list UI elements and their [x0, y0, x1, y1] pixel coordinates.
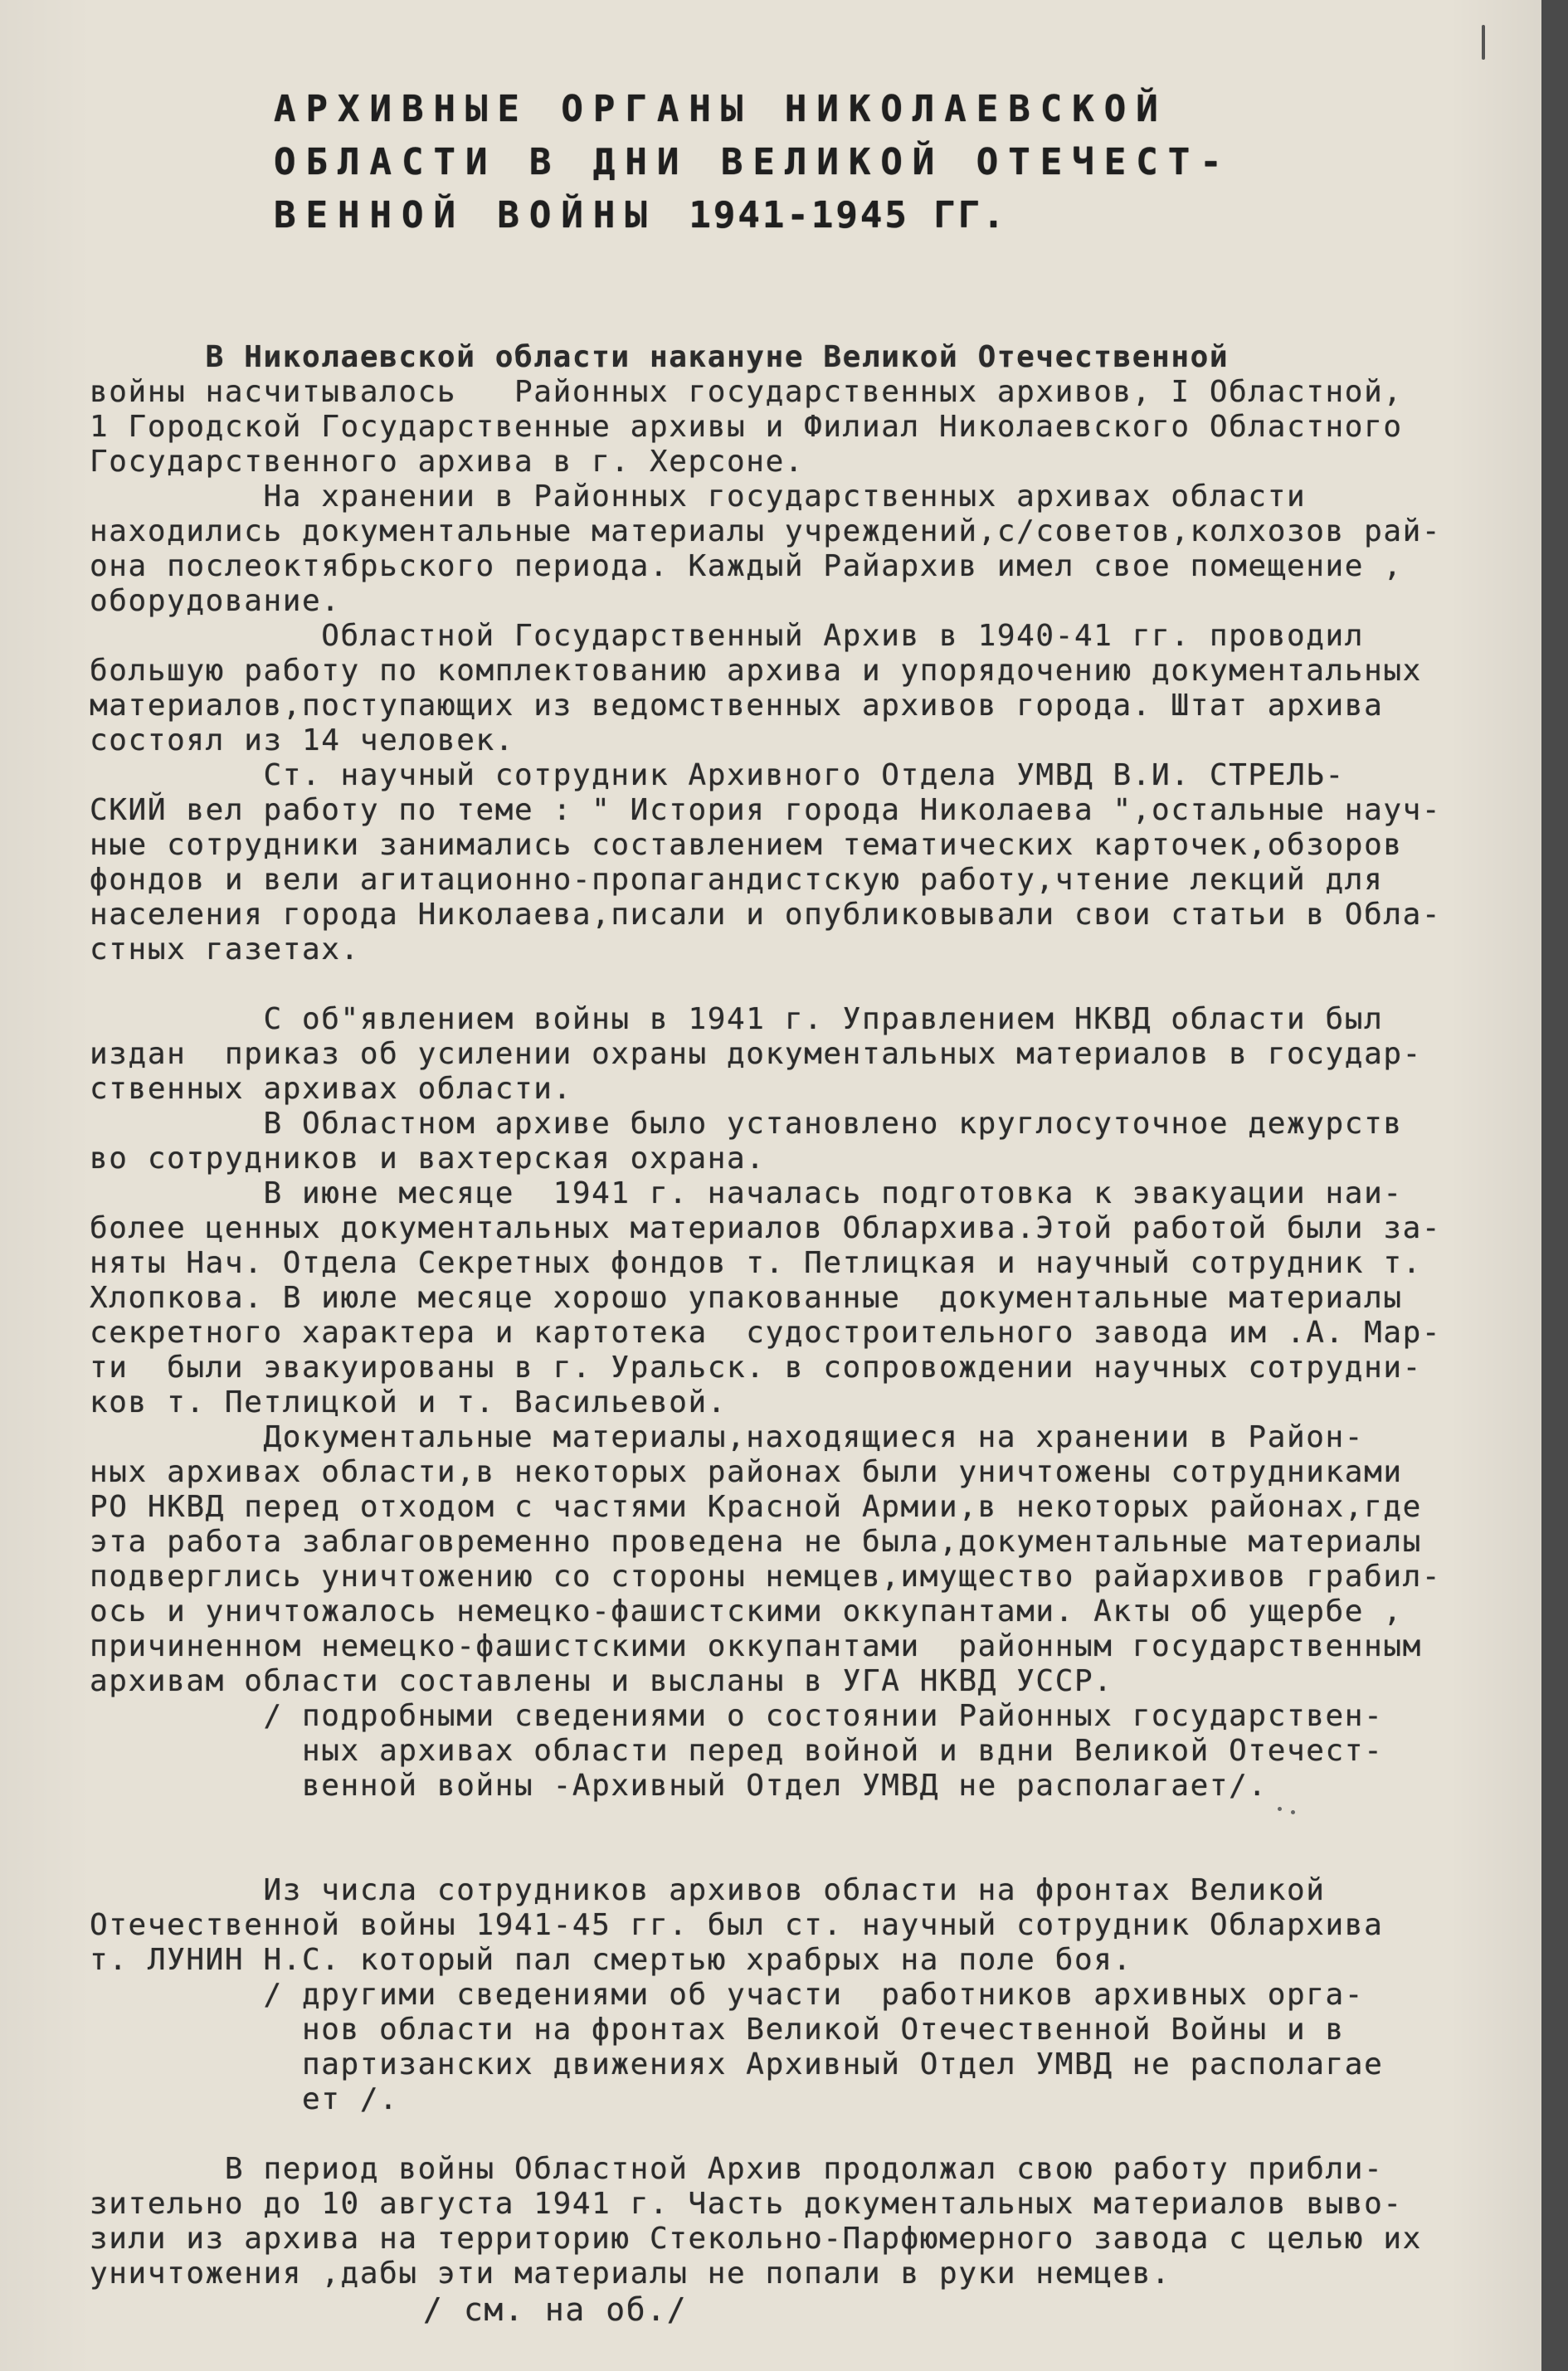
margin-mark — [1482, 25, 1485, 60]
paragraph-wartime — [90, 2152, 1533, 2291]
text-line: войны насчитывалось Районных государственных архивов, I Областной, — [90, 375, 1403, 409]
text-line: На хранении в Районных государственных архивах области — [90, 480, 1307, 514]
text-line: оборудование. — [90, 584, 341, 618]
text-line: уничтожения ,дабы эти материалы не попали в руки немцев. — [90, 2257, 1171, 2291]
document-body — [90, 340, 1533, 2291]
paragraph-storage — [90, 480, 1533, 619]
scan-edge — [1541, 0, 1568, 2371]
text-line: РО НКВД перед отходом с частями Красной Армии,в некоторых районах,где — [90, 1490, 1422, 1524]
title-line-1: АРХИВНЫЕ ОРГАНЫ НИКОЛАЕВСКОЙ — [274, 88, 1168, 130]
spacer — [90, 1804, 1533, 1873]
text-line: В период войны Областной Архив продолжал свою работу прибли- — [90, 2152, 1384, 2186]
text-line: Областной Государственный Архив в 1940-41 гг. проводил — [90, 619, 1365, 653]
document-title — [274, 83, 1452, 242]
text-line: материалов,поступающих из ведомственных архивов города. Штат архива — [90, 689, 1384, 723]
paragraph-regional-archive — [90, 619, 1533, 758]
text-line: В Николаевской области накануне Великой Отечественной — [90, 340, 1230, 374]
text-line: секретного характера и картотека судостроительного завода им .А. Мар- — [90, 1316, 1442, 1350]
text-line: ет /. — [90, 2082, 399, 2116]
text-line: ственных архивах области. — [90, 1072, 572, 1106]
text-line: издан приказ об усилении охраны документальных материалов в государ- — [90, 1037, 1422, 1071]
text-line: зительно до 10 августа 1941 г. Часть документальных материалов выво- — [90, 2187, 1403, 2221]
paragraph-note-1 — [90, 1699, 1533, 1804]
spacer — [90, 2117, 1533, 2152]
text-line: / другими сведениями об участи работников архивных орга- — [90, 1978, 1365, 2012]
text-line: венной войны -Архивный Отдел УМВД не располагает/. — [90, 1769, 1268, 1803]
text-line: ных архивах области перед войной и вдни Великой Отечест- — [90, 1734, 1384, 1768]
text-line: / подробными сведениями о состоянии Районных государствен- — [90, 1699, 1384, 1733]
text-line: Хлопкова. В июле месяце хорошо упакованные документальные материалы — [90, 1281, 1403, 1315]
text-line: эта работа заблаговременно проведена не была,документальные материалы — [90, 1525, 1422, 1559]
paragraph-guard — [90, 1107, 1533, 1176]
text-line: находились документальные материалы учреждений,с/советов,колхозов рай- — [90, 514, 1442, 548]
text-line: В июне месяце 1941 г. началась подготовка к эвакуации наи- — [90, 1176, 1403, 1210]
text-line: няты Нач. Отдела Секретных фондов т. Петлицкая и научный сотрудник т. — [90, 1246, 1422, 1280]
text-line: С об"явлением войны в 1941 г. Управлением НКВД области был — [90, 1002, 1384, 1036]
text-line: во сотрудников и вахтерская охрана. — [90, 1142, 766, 1176]
text-line: подверглись уничтожению со стороны немцев,имущество райархивов грабил- — [90, 1560, 1442, 1594]
text-line: Отечественной войны 1941-45 гг. был ст. научный сотрудник Облархива — [90, 1908, 1384, 1942]
paragraph-front-staff — [90, 1873, 1533, 1978]
spacer — [90, 967, 1533, 1002]
text-line: Документальные материалы,находящиеся на хранении в Район- — [90, 1420, 1365, 1454]
text-line: ные сотрудники занимались составлением тематических карточек,обзоров — [90, 828, 1403, 862]
text-line: ков т. Петлицкой и т. Васильевой. — [90, 1385, 728, 1419]
pencil-mark — [1291, 1810, 1295, 1814]
paragraph-evacuation — [90, 1176, 1533, 1420]
text-line: населения города Николаева,писали и опубликовывали свои статьи в Обла- — [90, 898, 1442, 932]
text-line: она послеоктябрьского периода. Каждый Райархив имел свое помещение , — [90, 549, 1403, 583]
text-line: состоял из 14 человек. — [90, 723, 515, 757]
text-line: стных газетах. — [90, 932, 360, 966]
text-line: СКИЙ вел работу по теме : " История города Николаева ",остальные науч- — [90, 793, 1442, 827]
title-years: 1941-1945 ГГ. — [689, 194, 1007, 236]
text-line: нов области на фронтах Великой Отечественной Войны и в — [90, 2013, 1345, 2047]
text-line: большую работу по комплектованию архива и упорядочению документальных — [90, 654, 1422, 688]
text-line: ти были эвакуированы в г. Уральск. в сопровождении научных сотрудни- — [90, 1351, 1422, 1385]
title-line-2: ОБЛАСТИ В ДНИ ВЕЛИКОЙ ОТЕЧЕСТ- — [274, 141, 1232, 183]
text-line: В Областном архиве было установлено круглосуточное дежурств — [90, 1107, 1403, 1141]
text-line: причиненном немецко-фашистскими оккупантами районным государственным — [90, 1629, 1422, 1663]
text-line: партизанских движениях Архивный Отдел УМВД не располагае — [90, 2047, 1384, 2081]
text-line: Из числа сотрудников архивов области на фронтах Великой — [90, 1873, 1326, 1907]
text-line: т. ЛУНИН Н.С. который пал смертью храбрых на поле боя. — [90, 1943, 1132, 1977]
pencil-mark — [1278, 1807, 1282, 1811]
page-turn-note: / см. на об./ — [423, 2291, 688, 2328]
text-line: фондов и вели агитационно-пропагандистскую работу,чтение лекций для — [90, 863, 1384, 897]
paragraph-war-declaration — [90, 1002, 1533, 1107]
text-line: Ст. научный сотрудник Архивного Отдела УМВД В.И. СТРЕЛЬ- — [90, 758, 1345, 792]
text-line: зили из архива на территорию Стекольно-Парфюмерного завода с целью их — [90, 2222, 1422, 2256]
paragraph-research — [90, 758, 1533, 967]
text-line: 1 Городской Государственные архивы и Филиал Николаевского Областного — [90, 410, 1403, 444]
title-line-3 — [274, 189, 1452, 242]
text-line: архивам области составлены и высланы в УГА НКВД УССР. — [90, 1664, 1113, 1698]
title-line-3-text: ВЕННОЙ ВОЙНЫ — [274, 194, 657, 236]
text-line: Государственного архива в г. Херсоне. — [90, 445, 805, 479]
paragraph-intro — [90, 340, 1533, 480]
text-line: более ценных документальных материалов Облархива.Этой работой были за- — [90, 1211, 1442, 1245]
text-line: ных архивах области,в некоторых районах были уничтожены сотрудниками — [90, 1455, 1403, 1489]
paragraph-destruction — [90, 1420, 1533, 1699]
paragraph-note-2 — [90, 1978, 1533, 2117]
text-line: ось и уничтожалось немецко-фашистскими оккупантами. Акты об ущербе , — [90, 1594, 1403, 1629]
